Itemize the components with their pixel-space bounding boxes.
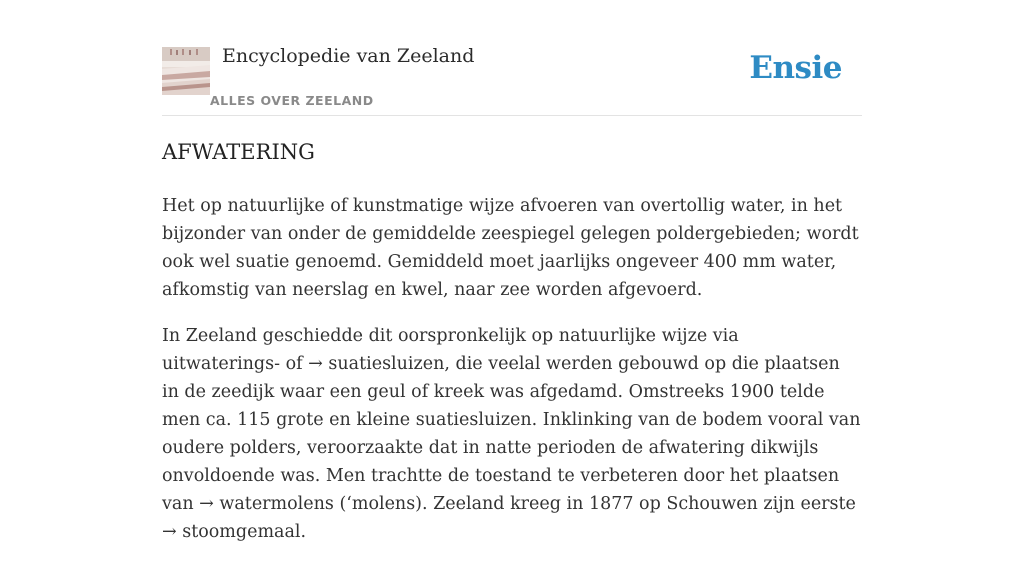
paragraph-text: . — [300, 522, 307, 542]
site-title[interactable]: Encyclopedie van Zeeland — [222, 45, 475, 67]
ensie-logo[interactable]: Ensie — [749, 50, 842, 86]
link-watermolens[interactable]: → watermolens — [199, 494, 334, 514]
link-suatiesluizen[interactable]: → suatiesluizen — [308, 354, 445, 374]
site-avatar[interactable] — [162, 47, 210, 95]
paragraph-text: In Zeeland geschiedde dit oorspronkelijk op natuurlijke wijze via uitwaterings- of — [162, 326, 739, 374]
site-header — [162, 0, 862, 116]
article-body — [162, 192, 862, 564]
paragraph-text: , die veelal werden gebouwd op die plaatsen in de zeedijk waar een geul of kreek was afgedamd. Omstreeks 1900 telde men ca. 115 grote en kleine suatiesluizen. Inklinking van de bodem vooral van oudere polders, veroorzaakte dat in natte perioden de afwatering dikwijls onvoldoende was. Men trachtte de toestand te verbeteren door het plaatsen van — [162, 354, 861, 514]
page-container — [162, 0, 862, 542]
site-subtitle: ALLES OVER ZEELAND — [210, 93, 374, 108]
article-paragraph-1: Het op natuurlijke of kunstmatige wijze afvoeren van overtollig water, in het bijzonder van onder de gemiddelde zeespiegel gelegen poldergebieden; wordt ook wel suatie genoemd. Gemiddeld moet jaarlijks ongeveer 400 mm water, afkomstig van neerslag en kwel, naar zee worden afgevoerd. — [162, 196, 859, 300]
link-stoomgemaal[interactable]: → stoomgemaal — [162, 522, 301, 542]
article-paragraph-2 — [162, 322, 862, 546]
paragraph-text: (‘molens). Zeeland kreeg in 1877 op Schouwen zijn eerste — [333, 494, 856, 514]
article-title: AFWATERING — [162, 140, 315, 164]
